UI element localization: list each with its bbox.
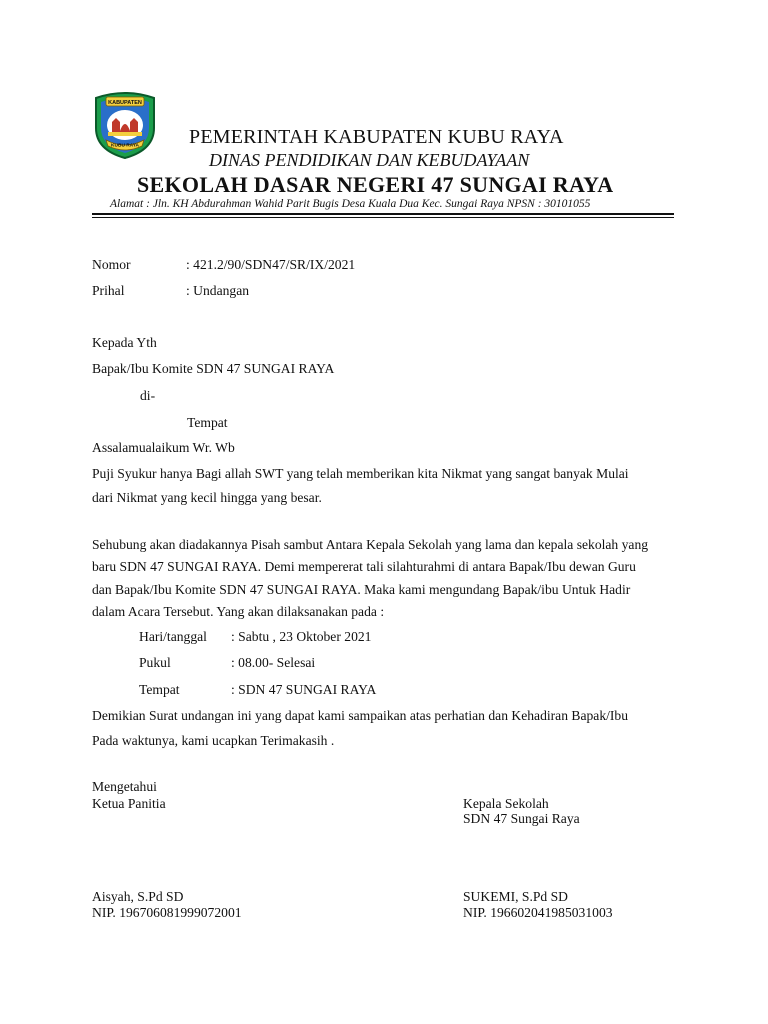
prihal-value: : Undangan bbox=[186, 283, 250, 298]
signature-left-intro: Mengetahui bbox=[92, 779, 157, 794]
detail-place-label: Tempat bbox=[139, 682, 180, 697]
prihal-label: Prihal bbox=[92, 283, 125, 298]
header-divider-thick bbox=[92, 213, 674, 215]
signature-right-title-1: Kepala Sekolah bbox=[463, 796, 549, 811]
paragraph-1-line-1: Puji Syukur hanya Bagi allah SWT yang telah memberikan kita Nikmat yang sangat banyak Mulai bbox=[92, 466, 629, 481]
detail-date-label: Hari/tanggal bbox=[139, 629, 207, 644]
kubu-raya-emblem-logo bbox=[92, 88, 158, 160]
detail-time-value: : 08.00- Selesai bbox=[231, 655, 316, 670]
header-school-name: SEKOLAH DASAR NEGERI 47 SUNGAI RAYA bbox=[137, 172, 614, 197]
recipient-line-4: Tempat bbox=[187, 415, 228, 430]
signature-right-nip: NIP. 196602041985031003 bbox=[463, 905, 613, 920]
paragraph-2-line-1: Sehubung akan diadakannya Pisah sambut Antara Kepala Sekolah yang lama dan kepala sekolah yang bbox=[92, 537, 649, 552]
signature-left-name: Aisyah, S.Pd SD bbox=[92, 889, 184, 904]
header-department: DINAS PENDIDIKAN DAN KEBUDAYAAN bbox=[209, 150, 530, 170]
logo-bottom-text: KUBU RAYA bbox=[111, 143, 139, 149]
paragraph-1-line-2: dari Nikmat yang kecil hingga yang besar. bbox=[92, 490, 322, 505]
logo-top-text: KABUPATEN bbox=[108, 100, 142, 106]
paragraph-2-line-2: baru SDN 47 SUNGAI RAYA. Demi mempererat tali silahturahmi di antara Bapak/Ibu dewan Guru bbox=[92, 559, 636, 574]
detail-place-value: : SDN 47 SUNGAI RAYA bbox=[231, 682, 377, 697]
nomor-label: Nomor bbox=[92, 257, 131, 272]
signature-left-title: Ketua Panitia bbox=[92, 796, 166, 811]
detail-date-value: : Sabtu , 23 Oktober 2021 bbox=[231, 629, 372, 644]
paragraph-2-line-3: dan Bapak/Ibu Komite SDN 47 SUNGAI RAYA. Maka kami mengundang Bapak/ibu Untuk Hadir bbox=[92, 582, 631, 597]
paragraph-2-line-4: dalam Acara Tersebut. Yang akan dilaksanakan pada : bbox=[92, 604, 385, 619]
greeting: Assalamualaikum Wr. Wb bbox=[92, 440, 235, 455]
recipient-line-2: Bapak/Ibu Komite SDN 47 SUNGAI RAYA bbox=[92, 361, 335, 376]
signature-right-title-2: SDN 47 Sungai Raya bbox=[463, 811, 580, 826]
closing-line-1: Demikian Surat undangan ini yang dapat kami sampaikan atas perhatian dan Kehadiran Bapak/Ibu bbox=[92, 708, 629, 723]
nomor-value: : 421.2/90/SDN47/SR/IX/2021 bbox=[186, 257, 356, 272]
detail-time-label: Pukul bbox=[139, 655, 171, 670]
header-government: PEMERINTAH KABUPATEN KUBU RAYA bbox=[189, 126, 564, 148]
header-address: Alamat : Jln. KH Abdurahman Wahid Parit Bugis Desa Kuala Dua Kec. Sungai Raya NPSN : 30101055 bbox=[110, 198, 591, 210]
header-divider-thin bbox=[92, 217, 674, 218]
signature-left-nip: NIP. 196706081999072001 bbox=[92, 905, 242, 920]
recipient-line-3: di- bbox=[140, 388, 156, 403]
signature-right-name: SUKEMI, S.Pd SD bbox=[463, 889, 568, 904]
recipient-line-1: Kepada Yth bbox=[92, 335, 157, 350]
closing-line-2: Pada waktunya, kami ucapkan Terimakasih . bbox=[92, 733, 335, 748]
